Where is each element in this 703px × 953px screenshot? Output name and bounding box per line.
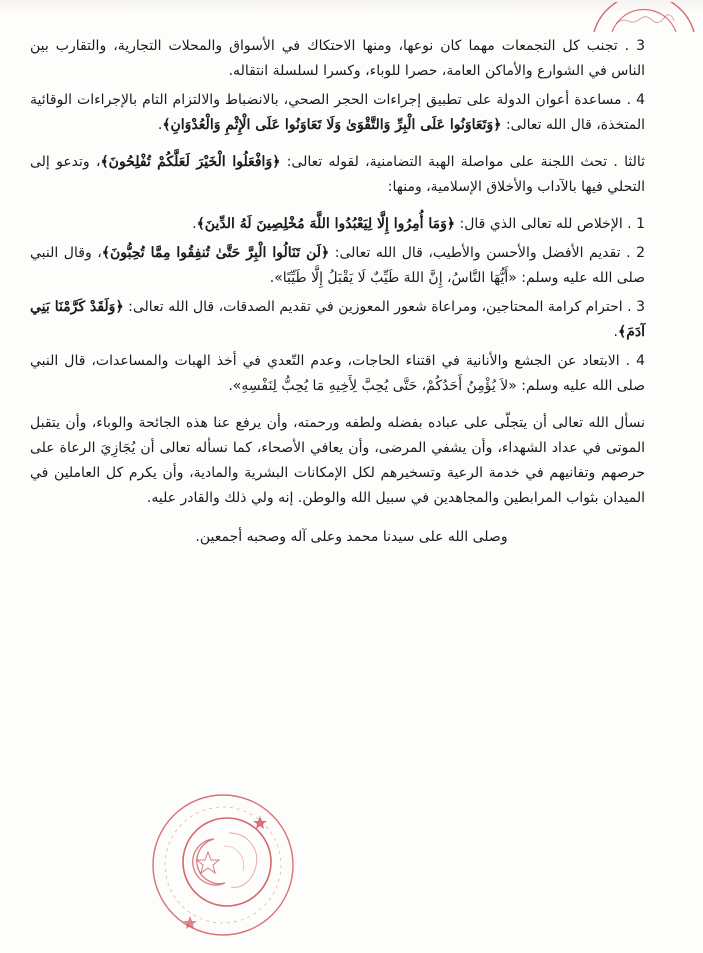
closing-text: وصلى الله على سيدنا محمد وعلى آله وصحبه أجمعين. (195, 529, 508, 545)
hadith-open-quote: « (508, 270, 517, 286)
item-4-text-cont: بالإجراءات الوقائية المتخذة، قال الله تعالى: (30, 92, 645, 133)
virtue-2-text: تقديم الأفضل والأحسن والأطيب، قال الله تعالى: (334, 245, 621, 261)
quran-open-bracket: ﴿ (115, 299, 124, 315)
virtue-4-text: الابتعاد عن الجشع والأنانية في اقتناء الحاجات، وعدم التّعدي في أخذ الهبات (174, 353, 620, 369)
virtue-1: 1 . الإخلاص لله تعالى الذي قال: ﴿وَمَا أُمِرُوا إِلَّا لِيَعْبُدُوا اللَّهَ مُخْلِصِينَ لَهُ الدِّينَ﴾. (192, 216, 645, 232)
hadith-text: لاَ يُؤْمِنُ أَحَدُكُمْ، حَتَّى يُحِبَّ لِأَخِيهِ مَا يُحِبُّ لِنَفْسِهِ (241, 378, 509, 394)
virtue-4: 4 . الابتعاد عن الجشع والأنانية في اقتناء الحاجات، وعدم التّعدي في أخذ الهبات والمساعدات، قال النبي صلى الله عليه وسلم: «لاَ يُؤْمِنُ أَحَدُكُمْ، حَتَّى يُحِبَّ لِأَخِيهِ مَا يُحِبُّ لِنَفْسِهِ». (30, 353, 646, 394)
item-4-text: مساعدة أعوان الدولة على تطبيق إجراءات الحجر الصحي، بالانضباط والالتزام التام (142, 92, 622, 108)
item-3-text: تجنب كل التجمعات مهما كان نوعها، ومنها الاحتكاك في الأسواق والمحلات التجارية، (113, 38, 618, 54)
item-number: 2 (636, 245, 646, 261)
hadith-close-quote: » (232, 378, 242, 394)
section-third-text: ثالثا . تحث اللجنة على مواصلة الهبة التضامنية، لقوله تعالى: (286, 154, 646, 170)
hadith-open-quote: « (508, 378, 517, 394)
section-third (30, 150, 673, 200)
item-number: 3 (636, 299, 646, 315)
item-3-text-cont: والتقارب بين الناس في الشوارع والأماكن العامة، حصرا للوباء، وكسرا لسلسلة انتقاله. (30, 38, 645, 79)
quran-verse: وَمَا أُمِرُوا إِلَّا لِيَعْبُدُوا اللَّهَ مُخْلِصِينَ لَهُ الدِّينَ (204, 216, 447, 232)
quran-close-bracket: ﴾ (618, 324, 627, 340)
quran-close-bracket: ﴾ (100, 154, 109, 170)
virtue-1-text: الإخلاص لله تعالى الذي قال: (459, 216, 623, 232)
virtue-3-text: احترام كرامة المحتاجين، ومراعاة شعور المعوزين في تقديم الصدقات، قال الله تعالى: (128, 299, 623, 315)
item-3: 3 . تجنب كل التجمعات مهما كان نوعها، ومنها الاحتكاك في الأسواق والمحلات التجارية، والتقارب بين الناس في الشوارع والأماكن العامة، حصرا للوباء، وكسرا لسلسلة انتقاله. (30, 38, 645, 79)
quran-verse: لَن تَنَالُوا الْبِرَّ حَتَّىٰ تُنفِقُوا مِمَّا تُحِبُّونَ (109, 245, 322, 261)
official-stamp-top (586, 2, 702, 32)
item-number: 4 (636, 353, 646, 369)
quran-open-bracket: ﴿ (493, 117, 502, 133)
prayer-text: نسأل الله تعالى أن يتجلّى على عباده بفضله ولطفه ورحمته، وأن يرفع عنا هذه الجائحة (138, 415, 646, 431)
closing-salutation (30, 525, 673, 550)
virtue-3: 3 . احترام كرامة المحتاجين، ومراعاة شعور المعوزين في تقديم الصدقات، قال الله تعالى: ﴿وَلَقَدْ كَرَّمْنَا بَنِي آدَمَ﴾. (30, 299, 646, 340)
quran-verse: وَتَعَاوَنُوا عَلَى الْبِرِّ وَالتَّقْوَىٰ وَلَا تَعَاوَنُوا عَلَى الْإِثْمِ وَالْعُدْوَانِ (170, 117, 494, 133)
prayer-text: والمادية، وأن يكرم كل العاملين في الميدان بثواب المرابطين والمجاهدين في سبيل الله والوطن. إنه (30, 465, 645, 506)
quran-verse-cont: تُفْلِحُونَ (108, 154, 151, 170)
quran-close-bracket: ﴾ (101, 245, 110, 261)
item-number: 3 (636, 38, 645, 54)
prayer-text: تعالى أن يُجَازِيَ الرعاة على حرصهم وتفانيهم في خدمة الرعية وتسخيرهم لكل الإمكانات البشرية (30, 440, 646, 481)
prayer-text: والوباء، وأن يتقبل الموتى في عداد الشهداء، وأن يشفي المرضى، وأن يعافي الأصحاء، كما نسأله (30, 415, 645, 456)
official-stamp-bottom (148, 790, 298, 940)
virtue-2-text-cont: وقال النبي صلى الله عليه وسلم: (30, 245, 645, 286)
prayer-text: ولي ذلك والقادر عليه. (146, 490, 274, 506)
quran-open-bracket: ﴿ (272, 154, 281, 170)
virtue-4-text-cont: والمساعدات، قال النبي صلى الله عليه وسلم: (30, 353, 645, 394)
prayer (30, 411, 673, 511)
quran-verse: وَلَقَدْ كَرَّمْنَا بَنِي آدَمَ (30, 299, 645, 340)
hadith-text: أَيُّهَا النَّاسُ، إِنَّ اللهَ طَيِّبٌ لَا يَقْبَلُ إِلَّا طَيِّبًا (282, 270, 509, 286)
virtue-2: 2 . تقديم الأفضل والأحسن والأطيب، قال الله تعالى: ﴿لَن تَنَالُوا الْبِرَّ حَتَّىٰ تُنفِقُوا مِمَّا تُحِبُّونَ﴾، وقال النبي صلى الله عليه وسلم: «أَيُّهَا النَّاسُ، إِنَّ اللهَ طَيِّبٌ لَا يَقْبَلُ إِلَّا طَيِّبًا». (30, 245, 646, 286)
quran-open-bracket: ﴿ (321, 245, 330, 261)
quran-verse: وَافْعَلُوا الْخَيْرَ لَعَلَّكُمْ (157, 154, 273, 170)
item-4: 4 . مساعدة أعوان الدولة على تطبيق إجراءات الحجر الصحي، بالانضباط والالتزام التام بالإجراءات الوقائية المتخذة، قال الله تعالى: ﴿وَتَعَاوَنُوا عَلَى الْبِرِّ وَالتَّقْوَىٰ وَلَا تَعَاوَنُوا عَلَى الْإِثْمِ وَالْعُدْوَانِ﴾. (30, 92, 646, 133)
document-body (30, 34, 673, 554)
item-number: 1 (636, 216, 645, 232)
item-number: 4 (636, 92, 646, 108)
quran-open-bracket: ﴿ (446, 216, 456, 232)
quran-close-bracket: ﴾ (162, 117, 171, 133)
quran-close-bracket: ﴾ (196, 216, 205, 232)
hadith-close-quote: » (274, 270, 283, 286)
section-third-text-cont: ، وتدعو إلى التحلي فيها بالآداب والأخلاق الإسلامية، ومنها: (30, 154, 645, 195)
